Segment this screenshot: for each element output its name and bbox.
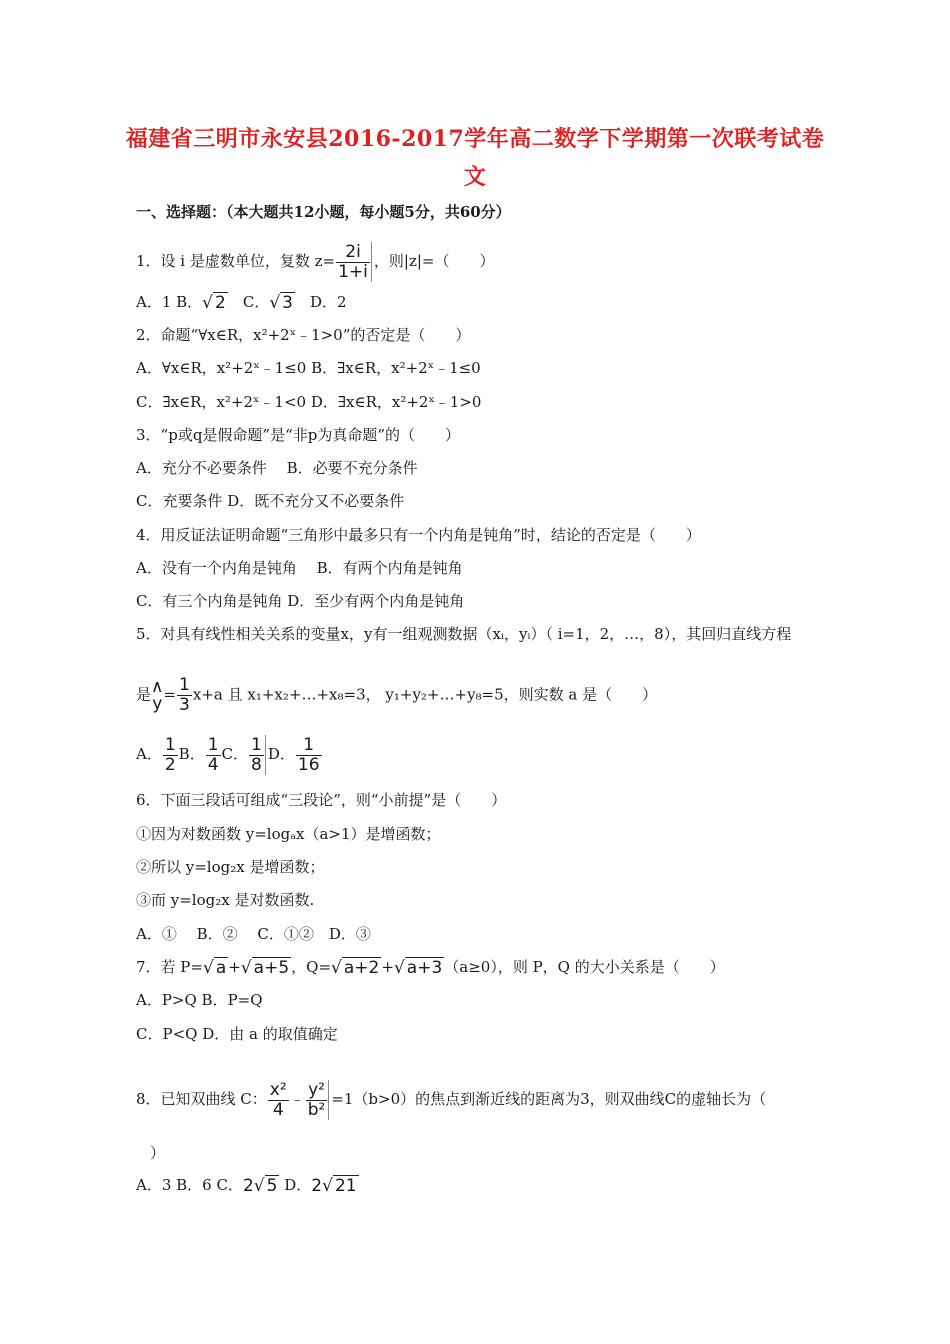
q5-frac-b — [206, 736, 221, 775]
document-title-line2: 文 — [463, 164, 487, 190]
q5-pre: 是 — [136, 685, 152, 704]
q8-options — [136, 1175, 359, 1196]
q7-plus-1: + — [228, 958, 241, 976]
q8-divider — [328, 1080, 329, 1120]
q5-post: x+a 且 x₁+x₂+…+x₈=3， y₁+y₂+…+y₈=5，则实数 a 是（ ） — [192, 685, 658, 704]
q8-frac-y — [306, 1081, 328, 1120]
q1-stem-post: ，则|z|=（ ） — [373, 252, 495, 270]
q8-n2: y² — [306, 1081, 328, 1101]
q5-b-den: 4 — [207, 754, 219, 775]
question-6: 6．下面三段话可组成“三段论”，则“小前提”是（ ） — [136, 791, 507, 809]
q2-options-cd: C．∃x∈R，x²+2ˣ﹣1<0 D．∃x∈R，x²+2ˣ﹣1>0 — [136, 393, 482, 411]
section-heading: 一、选择题：（本大题共12小题，每小题5分，共60分） — [136, 203, 511, 221]
q8-n1: x² — [269, 1079, 287, 1100]
sqrt-3-radicand: 3 — [282, 293, 293, 313]
q5-frac-a — [163, 736, 178, 775]
q5-num: 1 — [179, 675, 190, 695]
q7-options-cd: C．P<Q D．由 a 的取值确定 — [136, 1025, 338, 1043]
q3-options-ab: A．充分不必要条件 B．必要不充分条件 — [136, 459, 418, 477]
q5-label-d: D． — [267, 745, 295, 763]
q1-stem-pre: 1．设 i 是虚数单位，复数 z= — [136, 252, 336, 270]
q8-pre: 8．已知双曲线 C： — [136, 1090, 267, 1108]
sqrt-a-plus-5: √ a+5 — [240, 958, 290, 978]
q8-opt-ab: A．3 B．6 C． — [136, 1176, 243, 1194]
q5-divider — [265, 735, 266, 775]
q3-options-cd: C．充要条件 D．既不充分又不必要条件 — [136, 492, 405, 510]
q8-frac-x — [268, 1081, 289, 1120]
q7-post: （a≥0），则 P，Q 的大小关系是（ ） — [444, 958, 725, 976]
q2-options-ab: A．∀x∈R，x²+2ˣ﹣1≤0 B．∃x∈R，x²+2ˣ﹣1≤0 — [136, 359, 481, 377]
two-sqrt-5-radicand: 5 — [266, 1176, 278, 1196]
q5-frac-c — [249, 736, 264, 775]
q1-num: 2i — [336, 243, 370, 263]
q8-opt-d: D． — [279, 1176, 312, 1194]
q8-d2: b² — [307, 1099, 326, 1120]
sqrt-2-radicand: 2 — [215, 293, 226, 313]
question-3: 3．“p或q是假命题”是“非p为真命题”的（ ） — [136, 426, 461, 444]
q8-minus: ﹣ — [289, 1090, 305, 1108]
sqrt-a5-radicand: a+5 — [253, 958, 290, 978]
question-8 — [136, 1080, 766, 1120]
q5-options — [136, 735, 323, 775]
two-sqrt-21: 2√ 21 — [311, 1176, 357, 1196]
q1-opt-c: C． — [227, 293, 270, 311]
two-sqrt-21-radicand: 21 — [334, 1176, 357, 1196]
q5-label-a: A． — [136, 745, 162, 763]
document-title-line1: 福建省三明市永安县2016-2017学年高二数学下学期第一次联考试卷 — [125, 126, 825, 152]
q7-options-ab: A．P>Q B．P=Q — [136, 991, 263, 1009]
q1-opt-d: D．2 — [295, 293, 347, 311]
q5-c-num: 1 — [251, 734, 262, 755]
sqrt-3: √ 3 — [269, 293, 293, 313]
two-sqrt-5-coef: 2 — [242, 1176, 254, 1196]
q1-opt-a: A．1 B． — [136, 293, 203, 311]
q4-options-cd: C．有三个内角是钝角 D．至少有两个内角是钝角 — [136, 592, 465, 610]
question-7 — [136, 957, 725, 978]
q1-options — [136, 292, 347, 313]
q6-statement-1: ①因为对数函数 y=logₐx（a>1）是增函数； — [136, 825, 441, 843]
sqrt-a: √ a — [202, 958, 227, 978]
q1-den: 1+i — [338, 261, 368, 282]
q5-equals: = — [163, 685, 177, 704]
y-hat — [151, 676, 164, 714]
q5-d-den: 16 — [297, 754, 320, 775]
question-5: 5．对具有线性相关关系的变量x，y有一组观测数据（xᵢ，yᵢ）（ i=1，2，…，8），其回归直线方程 — [136, 625, 792, 643]
hat-symbol: ∧ — [151, 676, 164, 697]
q5-den: 3 — [179, 695, 190, 715]
q7-mid: ，Q= — [291, 958, 332, 976]
q5-label-b: B． — [178, 745, 205, 763]
q5-equation — [136, 676, 657, 715]
q6-options: A．① B．② C．①② D．③ — [136, 925, 371, 943]
sqrt-a-plus-3: √ a+3 — [393, 958, 443, 978]
sqrt-2: √ 2 — [202, 293, 226, 313]
q5-d-num: 1 — [296, 736, 322, 756]
question-4: 4．用反证法证明命题“三角形中最多只有一个内角是钝角”时，结论的否定是（ ） — [136, 526, 701, 544]
q6-statement-2: ②所以 y=log₂x 是增函数； — [136, 858, 325, 876]
q1-fraction — [336, 243, 370, 282]
q5-frac-d — [296, 736, 322, 775]
question-2: 2．命题“∀x∈R，x²+2ˣ﹣1>0”的否定是（ ） — [136, 326, 471, 344]
q5-label-c: C． — [221, 745, 249, 763]
q8-post: =1（b>0）的焦点到渐近线的距离为3，则双曲线C的虚轴长为（ — [331, 1090, 767, 1108]
q1-divider — [371, 242, 372, 282]
sqrt-a2-radicand: a+2 — [343, 958, 380, 978]
q5-fraction — [177, 676, 192, 715]
two-sqrt-5: 2√ 5 — [242, 1176, 278, 1196]
q7-pre: 7．若 P= — [136, 958, 203, 976]
q5-c-den: 8 — [251, 754, 262, 775]
two-sqrt-21-coef: 2 — [311, 1176, 323, 1196]
q5-a-num: 1 — [164, 734, 176, 755]
q5-b-num: 1 — [207, 734, 219, 755]
q4-options-ab: A．没有一个内角是钝角 B．有两个内角是钝角 — [136, 559, 463, 577]
q8-d1: 4 — [272, 1099, 284, 1120]
q7-plus-2: + — [381, 958, 394, 976]
question-1 — [136, 242, 495, 282]
q5-a-den: 2 — [164, 754, 176, 775]
hat-y: y — [152, 693, 163, 714]
sqrt-a3-radicand: a+3 — [406, 958, 443, 978]
q6-statement-3: ③而 y=log₂x 是对数函数. — [136, 891, 315, 909]
sqrt-a-radicand: a — [215, 958, 227, 978]
sqrt-a-plus-2: √ a+2 — [331, 958, 380, 978]
q8-close-paren: ） — [150, 1144, 166, 1162]
